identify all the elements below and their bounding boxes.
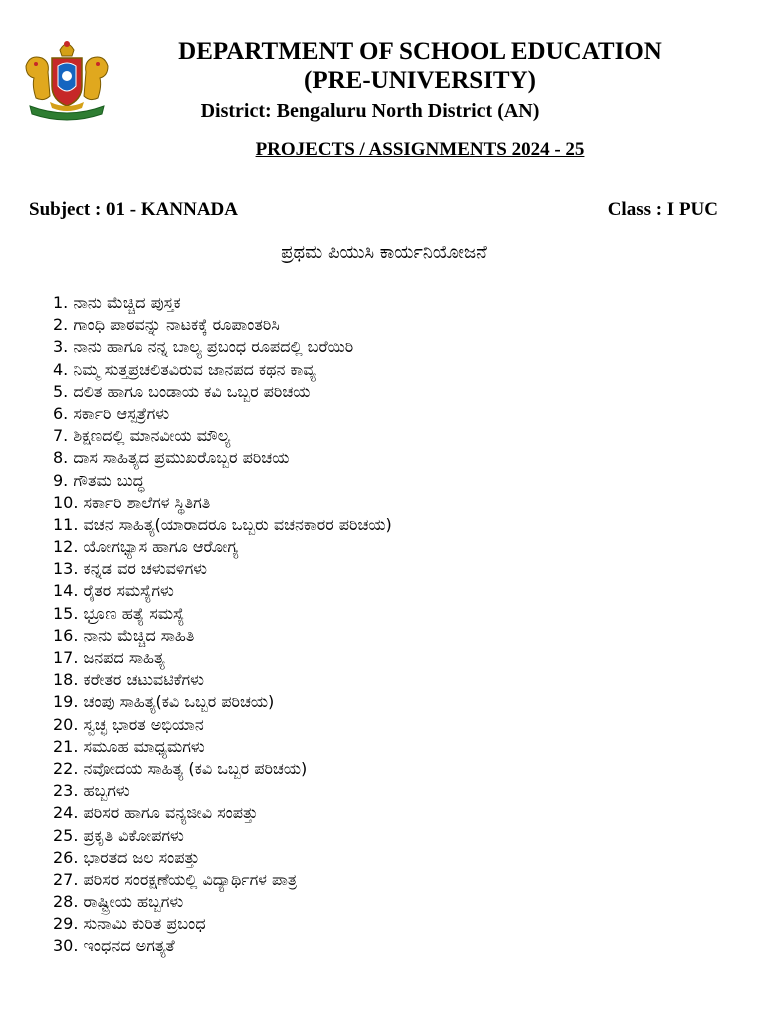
list-item: 6. ಸರ್ಕಾರಿ ಆಸ್ಪತ್ರೆಗಳು xyxy=(53,403,170,423)
class-label: Class : I PUC xyxy=(607,199,718,220)
list-item: 2. ಗಾಂಧಿ ಪಾಠವನ್ನು ನಾಟಕಕ್ಕೆ ರೂಪಾಂತರಿಸಿ xyxy=(53,315,280,335)
list-item: 10. ಸರ್ಕಾರಿ ಶಾಲೆಗಳ ಸ್ಥಿತಿಗತಿ xyxy=(53,492,211,512)
list-item: 14. ರೈತರ ಸಮಸ್ಯೆಗಳು xyxy=(53,581,174,601)
list-item: 12. ಯೋಗಭ್ಯಾಸ ಹಾಗೂ ಆರೋಗ್ಯ xyxy=(53,537,239,557)
projects-title: PROJECTS / ASSIGNMENTS 2024 - 25 xyxy=(255,139,585,160)
list-item: 7. ಶಿಕ್ಷಣದಲ್ಲಿ ಮಾನವೀಯ ಮೌಲ್ಯ xyxy=(53,426,231,446)
list-item: 11. ವಚನ ಸಾಹಿತ್ಯ(ಯಾರಾದರೂ ಒಬ್ಬರು ವಚನಕಾರರ ಪರಿಚಯ) xyxy=(53,514,392,534)
department-wing: (PRE-UNIVERSITY) xyxy=(304,67,536,94)
list-item: 13. ಕನ್ನಡ ವರ ಚಳುವಳಿಗಳು xyxy=(53,559,208,579)
list-item: 30. ಇಂಧನದ ಅಗತ್ಯತೆ xyxy=(53,936,175,956)
department-title: DEPARTMENT OF SCHOOL EDUCATION xyxy=(178,38,662,65)
topic-list xyxy=(53,292,743,958)
list-item: 28. ರಾಷ್ಟ್ರೀಯ ಹಬ್ಬಗಳು xyxy=(53,892,184,912)
state-emblem-icon xyxy=(20,36,114,124)
list-item: 23. ಹಬ್ಬಗಳು xyxy=(53,781,130,801)
list-item: 26. ಭಾರತದ ಜಲ ಸಂಪತ್ತು xyxy=(53,847,200,867)
list-item: 1. ನಾನು ಮೆಚ್ಚಿದ ಪುಸ್ತಕ xyxy=(53,293,181,312)
district-label: District: Bengaluru North District (AN) xyxy=(200,100,540,122)
list-item: 16. ನಾನು ಮೆಚ್ಚಿದ ಸಾಹಿತಿ xyxy=(53,625,195,645)
list-item: 8. ದಾಸ ಸಾಹಿತ್ಯದ ಪ್ರಮುಖರೊಬ್ಬರ ಪರಿಚಯ xyxy=(53,448,290,468)
list-item: 21. ಸಮೂಹ ಮಾಧ್ಯಮಗಳು xyxy=(53,736,205,756)
list-item: 17. ಜನಪದ ಸಾಹಿತ್ಯ xyxy=(53,648,165,667)
list-item: 9. ಗೌತಮ ಬುದ್ಧ xyxy=(53,470,145,490)
list-item: 15. ಭ್ರೂಣ ಹತ್ಯೆ ಸಮಸ್ಯೆ xyxy=(53,603,185,623)
list-item: 27. ಪರಿಸರ ಸಂರಕ್ಷಣೆಯಲ್ಲಿ ವಿದ್ಯಾರ್ಥಿಗಳ ಪಾತ್ರ xyxy=(53,869,298,889)
list-item: 4. ನಿಮ್ಮ ಸುತ್ತಪ್ರಚಲಿತವಿರುವ ಜಾನಪದ ಕಥನ ಕಾವ್ಯ xyxy=(53,359,316,379)
list-item: 20. ಸ್ವಚ್ಛ ಭಾರತ ಅಭಿಯಾನ xyxy=(53,714,204,734)
list-item: 24. ಪರಿಸರ ಹಾಗೂ ವನ್ಯಜೀವಿ ಸಂಪತ್ತು xyxy=(53,803,258,823)
list-item: 29. ಸುನಾಮಿ ಕುರಿತ ಪ್ರಬಂಧ xyxy=(53,914,206,934)
list-title: ಪ್ರಥಮ ಪಿಯುಸಿ ಕಾರ್ಯನಿಯೋಜನೆ xyxy=(281,242,487,263)
list-item: 22. ನವೋದಯ ಸಾಹಿತ್ಯ (ಕವಿ ಒಬ್ಬರ ಪರಿಚಯ) xyxy=(53,758,308,778)
list-item: 25. ಪ್ರಕೃತಿ ವಿಕೋಪಗಳು xyxy=(53,825,184,845)
list-item: 18. ಕರೇತರ ಚಟುವಟಿಕೆಗಳು xyxy=(53,670,204,690)
list-item: 5. ದಲಿತ ಹಾಗೂ ಬಂಡಾಯ ಕವಿ ಒಬ್ಬರ ಪರಿಚಯ xyxy=(53,381,311,401)
list-item: 19. ಚಂಪು ಸಾಹಿತ್ಯ(ಕವಿ ಒಬ್ಬರ ಪರಿಚಯ) xyxy=(53,692,275,712)
subject-label: Subject : 01 - KANNADA xyxy=(29,199,238,220)
list-item: 3. ನಾನು ಹಾಗೂ ನನ್ನ ಬಾಲ್ಯ ಪ್ರಬಂಧ ರೂಪದಲ್ಲಿ ಬರೆಯಿರಿ xyxy=(53,337,354,357)
